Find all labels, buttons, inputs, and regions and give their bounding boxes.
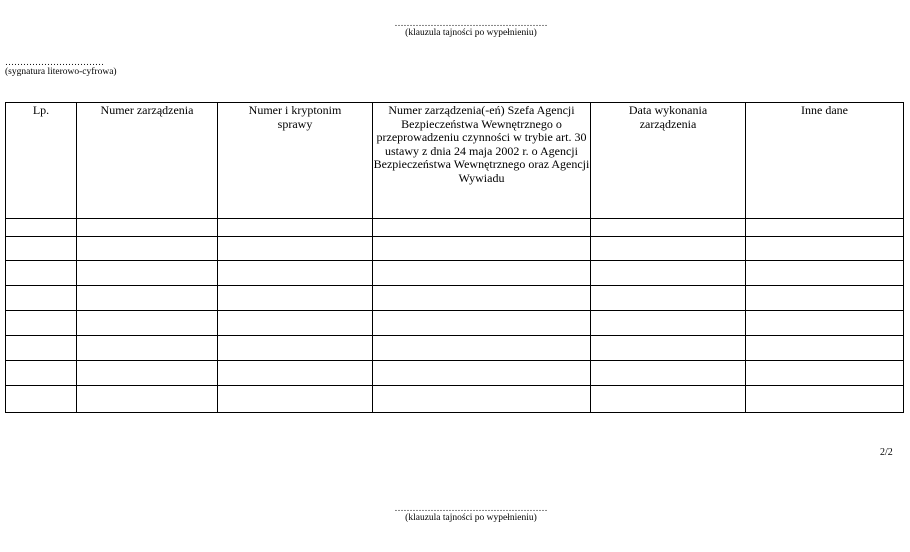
table-cell: [77, 219, 218, 237]
table-cell: [218, 311, 373, 336]
table-cell: [77, 237, 218, 261]
table-cell: [77, 361, 218, 386]
table-cell: [218, 386, 373, 413]
table-cell: [6, 361, 77, 386]
bottom-clause-label: (klauzula tajności po wypełnieniu): [405, 513, 537, 523]
table-cell: [746, 237, 904, 261]
table-cell: [373, 261, 591, 286]
table-header-row: [6, 103, 904, 219]
table-row: [6, 336, 904, 361]
table-cell: [6, 336, 77, 361]
signature-dots: ……………………………: [5, 57, 104, 67]
top-clause-label: (klauzula tajności po wypełnieniu): [405, 28, 537, 38]
table-cell: [218, 336, 373, 361]
table-cell: [373, 219, 591, 237]
table-cell: [6, 261, 77, 286]
table-cell: [746, 219, 904, 237]
table-cell: [218, 361, 373, 386]
table-cell: [591, 386, 746, 413]
table-cell: [6, 219, 77, 237]
table-cell: [6, 311, 77, 336]
table-cell: [77, 261, 218, 286]
bottom-clause-dots: ……………………………………………: [394, 503, 548, 513]
table-cell: [373, 237, 591, 261]
table-cell: [591, 261, 746, 286]
top-classification-clause: [371, 18, 571, 39]
table-cell: [218, 237, 373, 261]
table-cell: [591, 311, 746, 336]
table-cell: [746, 261, 904, 286]
register-table: [5, 102, 904, 413]
table-row: [6, 286, 904, 311]
header-order-number: Numer zarządzenia: [77, 103, 218, 219]
table-cell: [6, 237, 77, 261]
header-execution-date: Data wykonania zarządzenia: [591, 103, 746, 219]
table-row: [6, 361, 904, 386]
table-cell: [591, 237, 746, 261]
bottom-classification-clause: [371, 503, 571, 524]
table-cell: [77, 311, 218, 336]
table-cell: [373, 386, 591, 413]
table-cell: [591, 286, 746, 311]
table-cell: [746, 286, 904, 311]
table-row: [6, 237, 904, 261]
table-cell: [218, 219, 373, 237]
top-clause-dots: ……………………………………………: [394, 18, 548, 28]
table-cell: [373, 286, 591, 311]
table-cell: [77, 336, 218, 361]
header-lp: Lp.: [6, 103, 77, 219]
table-cell: [77, 286, 218, 311]
table-cell: [746, 386, 904, 413]
table-cell: [591, 336, 746, 361]
table-cell: [746, 311, 904, 336]
table-row: [6, 219, 904, 237]
signature-block: [5, 57, 117, 78]
table-cell: [591, 219, 746, 237]
table-row: [6, 386, 904, 413]
header-abw-orders: Numer zarządzenia(-eń) Szefa Agencji Bezpieczeństwa Wewnętrznego o przeprowadzeniu czynności w trybie art. 30 ustawy z dnia 24 maja 2002 r. o Agencji Bezpieczeństwa Wewnętrznego oraz Agencji Wywiadu: [373, 103, 591, 219]
signature-label: (sygnatura literowo-cyfrowa): [5, 67, 117, 77]
table-cell: [77, 386, 218, 413]
table-cell: [373, 361, 591, 386]
table-body: [6, 219, 904, 413]
table-row: [6, 261, 904, 286]
page-number: 2/2: [880, 447, 893, 458]
header-other-data: Inne dane: [746, 103, 904, 219]
table-cell: [218, 261, 373, 286]
table-cell: [746, 361, 904, 386]
table-cell: [591, 361, 746, 386]
table-cell: [6, 386, 77, 413]
table-cell: [746, 336, 904, 361]
table-cell: [218, 286, 373, 311]
table-cell: [6, 286, 77, 311]
header-case-number: Numer i kryptonim sprawy: [218, 103, 373, 219]
table-cell: [373, 336, 591, 361]
table-row: [6, 311, 904, 336]
table-cell: [373, 311, 591, 336]
